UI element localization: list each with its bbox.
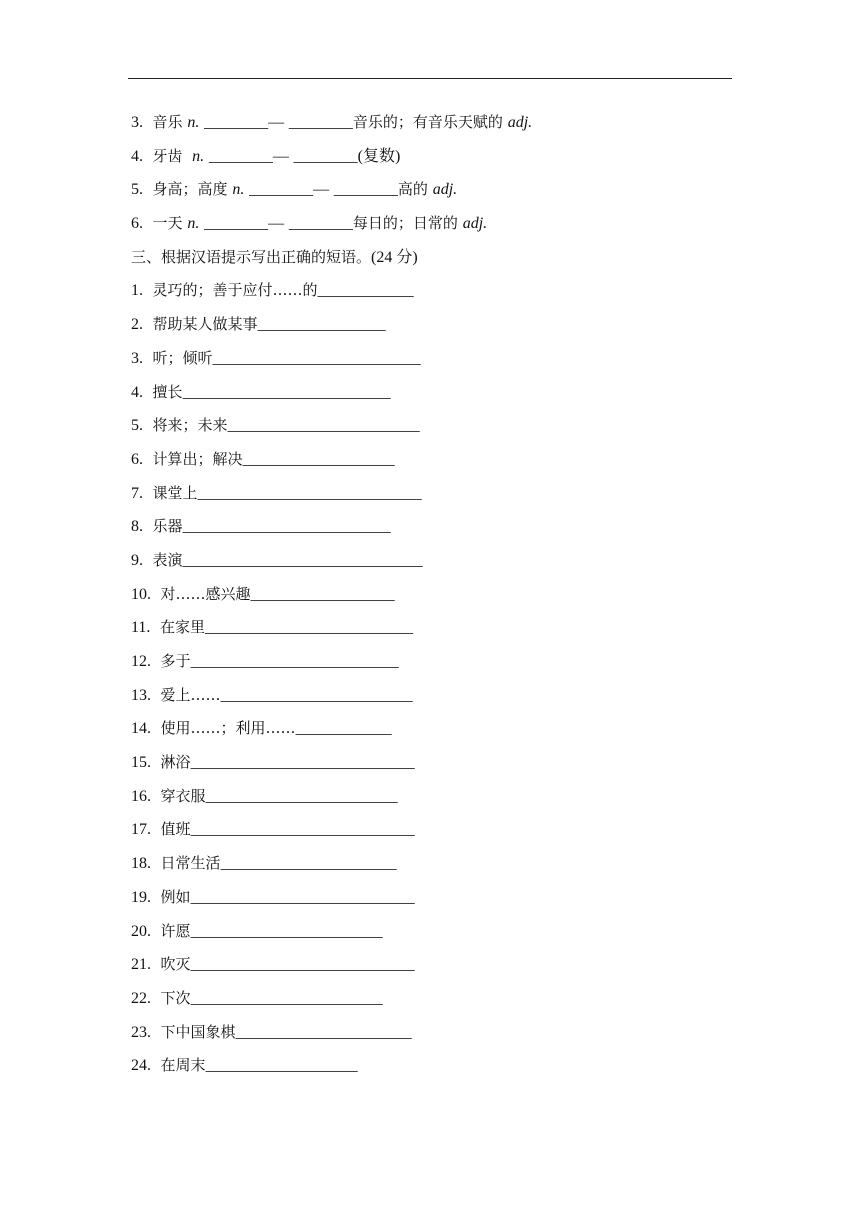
item-number: 12. bbox=[131, 653, 151, 670]
answer-blank[interactable]: ____________________________ bbox=[190, 754, 415, 772]
answer-blank[interactable]: ____________________________ bbox=[190, 821, 415, 839]
worksheet bbox=[131, 110, 731, 1087]
phrase-item bbox=[131, 514, 731, 548]
phrase-item bbox=[131, 683, 731, 717]
phrase-prompt: 下中国象棋 bbox=[160, 1022, 236, 1041]
phrase-prompt: 淋浴 bbox=[160, 753, 191, 772]
phrase-item bbox=[131, 548, 731, 582]
item-number: 22. bbox=[131, 989, 151, 1007]
item-number: 3. bbox=[131, 349, 143, 367]
section-heading: 三、根据汉语提示写出正确的短语。(24 分) bbox=[131, 247, 418, 266]
answer-blank[interactable]: ___________________ bbox=[242, 450, 395, 468]
item-number: 2. bbox=[131, 316, 143, 334]
answer-blank[interactable]: __________________________ bbox=[182, 383, 391, 401]
phrase-prompt: 表演 bbox=[152, 550, 183, 569]
phrase-item bbox=[131, 919, 731, 953]
answer-blank[interactable]: ________________________ bbox=[227, 417, 420, 435]
answer-blank[interactable]: ________________________ bbox=[220, 686, 413, 704]
item-number: 4. bbox=[131, 383, 143, 401]
phrase-prompt: 课堂上 bbox=[152, 483, 198, 502]
answer-blank[interactable]: ________ bbox=[288, 215, 353, 233]
answer-blank[interactable]: ____________________________ bbox=[197, 484, 422, 502]
phrase-prompt: 日常生活 bbox=[160, 854, 221, 873]
phrase-prompt: 多于 bbox=[160, 652, 191, 670]
phrase-prompt: 在家里 bbox=[159, 618, 205, 637]
phrase-item bbox=[131, 784, 731, 818]
phrase-prompt: 下次 bbox=[160, 988, 191, 1007]
phrase-prompt: 灵巧的；善于应付……的 bbox=[152, 281, 318, 300]
phrase-item bbox=[131, 447, 731, 481]
answer-blank[interactable]: ________________ bbox=[257, 316, 386, 334]
phrase-item bbox=[131, 346, 731, 380]
item-number: 1. bbox=[131, 282, 143, 300]
item-number: 19. bbox=[131, 888, 151, 906]
phrase-item bbox=[131, 1053, 731, 1087]
answer-blank[interactable]: ____________________________ bbox=[190, 888, 415, 906]
item-number: 8. bbox=[131, 518, 143, 536]
phrase-item bbox=[131, 851, 731, 885]
answer-blank[interactable]: ________ bbox=[204, 114, 269, 131]
item-number: 21. bbox=[131, 956, 151, 974]
answer-blank[interactable]: __________________________ bbox=[182, 518, 391, 536]
phrase-prompt: 吹灭 bbox=[160, 955, 191, 974]
answer-blank[interactable]: ______________________________ bbox=[182, 551, 423, 569]
item-number: 13. bbox=[131, 686, 151, 704]
phrase-prompt: 听；倾听 bbox=[152, 348, 213, 367]
phrase-item bbox=[131, 481, 731, 515]
answer-blank[interactable]: __________________ bbox=[250, 585, 395, 603]
phrase-item bbox=[131, 817, 731, 851]
phrase-prompt: 计算出；解决 bbox=[152, 449, 243, 468]
item-number: 14. bbox=[131, 720, 151, 738]
answer-blank[interactable]: ___________________ bbox=[205, 1057, 358, 1075]
phrase-item bbox=[131, 952, 731, 986]
phrase-item bbox=[131, 278, 731, 312]
answer-blank[interactable]: ________ bbox=[288, 114, 353, 131]
answer-blank[interactable]: __________________________ bbox=[190, 653, 399, 670]
phrase-prompt: 使用……；利用…… bbox=[160, 719, 296, 738]
answer-blank[interactable]: ____________ bbox=[317, 282, 414, 300]
item-number: 16. bbox=[131, 787, 151, 805]
phrase-prompt: 将来；未来 bbox=[152, 416, 228, 435]
phrase-item bbox=[131, 885, 731, 919]
phrase-prompt: 帮助某人做某事 bbox=[152, 315, 258, 334]
phrase-item bbox=[131, 716, 731, 750]
vocab-item-3: 3. 音乐 n. ________— ________音乐的；有音乐天赋的 adj. bbox=[131, 113, 533, 131]
phrase-prompt: 穿衣服 bbox=[160, 786, 206, 805]
phrase-prompt: 例如 bbox=[160, 887, 191, 906]
answer-blank[interactable]: ____________ bbox=[295, 720, 392, 738]
item-number: 17. bbox=[131, 821, 151, 839]
phrase-item bbox=[131, 413, 731, 447]
phrase-prompt: 许愿 bbox=[160, 921, 191, 940]
item-number: 10. bbox=[131, 585, 151, 603]
answer-blank[interactable]: ________________________ bbox=[190, 989, 383, 1007]
phrase-prompt: 乐器 bbox=[152, 517, 183, 536]
phrase-item bbox=[131, 649, 731, 683]
phrase-item bbox=[131, 380, 731, 414]
vocab-item-6: 6. 一天 n. ________— ________每日的；日常的 adj. bbox=[131, 214, 488, 233]
phrase-prompt: 在周末 bbox=[160, 1056, 206, 1075]
phrase-item bbox=[131, 1020, 731, 1054]
item-number: 7. bbox=[131, 484, 143, 502]
item-number: 18. bbox=[131, 855, 151, 873]
item-number: 24. bbox=[131, 1057, 151, 1075]
answer-blank[interactable]: ________ bbox=[249, 181, 314, 199]
answer-blank[interactable]: ______________________ bbox=[235, 1023, 412, 1041]
item-number: 20. bbox=[131, 922, 151, 940]
item-number: 9. bbox=[131, 551, 143, 569]
item-number: 15. bbox=[131, 754, 151, 772]
answer-blank[interactable]: __________________________ bbox=[204, 619, 413, 637]
phrase-item bbox=[131, 615, 731, 649]
phrase-prompt: 爱上…… bbox=[160, 685, 221, 704]
phrase-prompt: 对……感兴趣 bbox=[160, 584, 251, 603]
vocab-item-4: 4. 牙齿 n. ________— ________(复数) bbox=[131, 146, 401, 165]
answer-blank[interactable]: __________________________ bbox=[212, 349, 421, 367]
phrase-prompt: 擅长 bbox=[152, 382, 183, 401]
item-number: 23. bbox=[131, 1023, 151, 1041]
answer-blank[interactable]: ________ bbox=[333, 181, 398, 199]
answer-blank[interactable]: ________________________ bbox=[205, 787, 398, 805]
phrase-prompt: 值班 bbox=[160, 820, 191, 839]
phrase-list bbox=[131, 278, 731, 1087]
item-number: 6. bbox=[131, 450, 143, 468]
answer-blank[interactable]: ________ bbox=[208, 147, 273, 165]
answer-blank[interactable]: ________ bbox=[293, 147, 358, 165]
phrase-item bbox=[131, 986, 731, 1020]
answer-blank[interactable]: ____________________________ bbox=[190, 956, 415, 974]
phrase-item bbox=[131, 582, 731, 616]
header-rule bbox=[128, 78, 732, 79]
vocab-item-5: 5. 身高；高度 n. ________— ________高的 adj. bbox=[131, 180, 458, 199]
item-number: 5. bbox=[131, 417, 143, 435]
answer-blank[interactable]: ________________________ bbox=[190, 922, 383, 940]
answer-blank[interactable]: ________ bbox=[204, 215, 269, 233]
answer-blank[interactable]: ______________________ bbox=[220, 855, 397, 873]
phrase-item bbox=[131, 312, 731, 346]
item-number: 11. bbox=[131, 619, 151, 637]
phrase-item bbox=[131, 750, 731, 784]
